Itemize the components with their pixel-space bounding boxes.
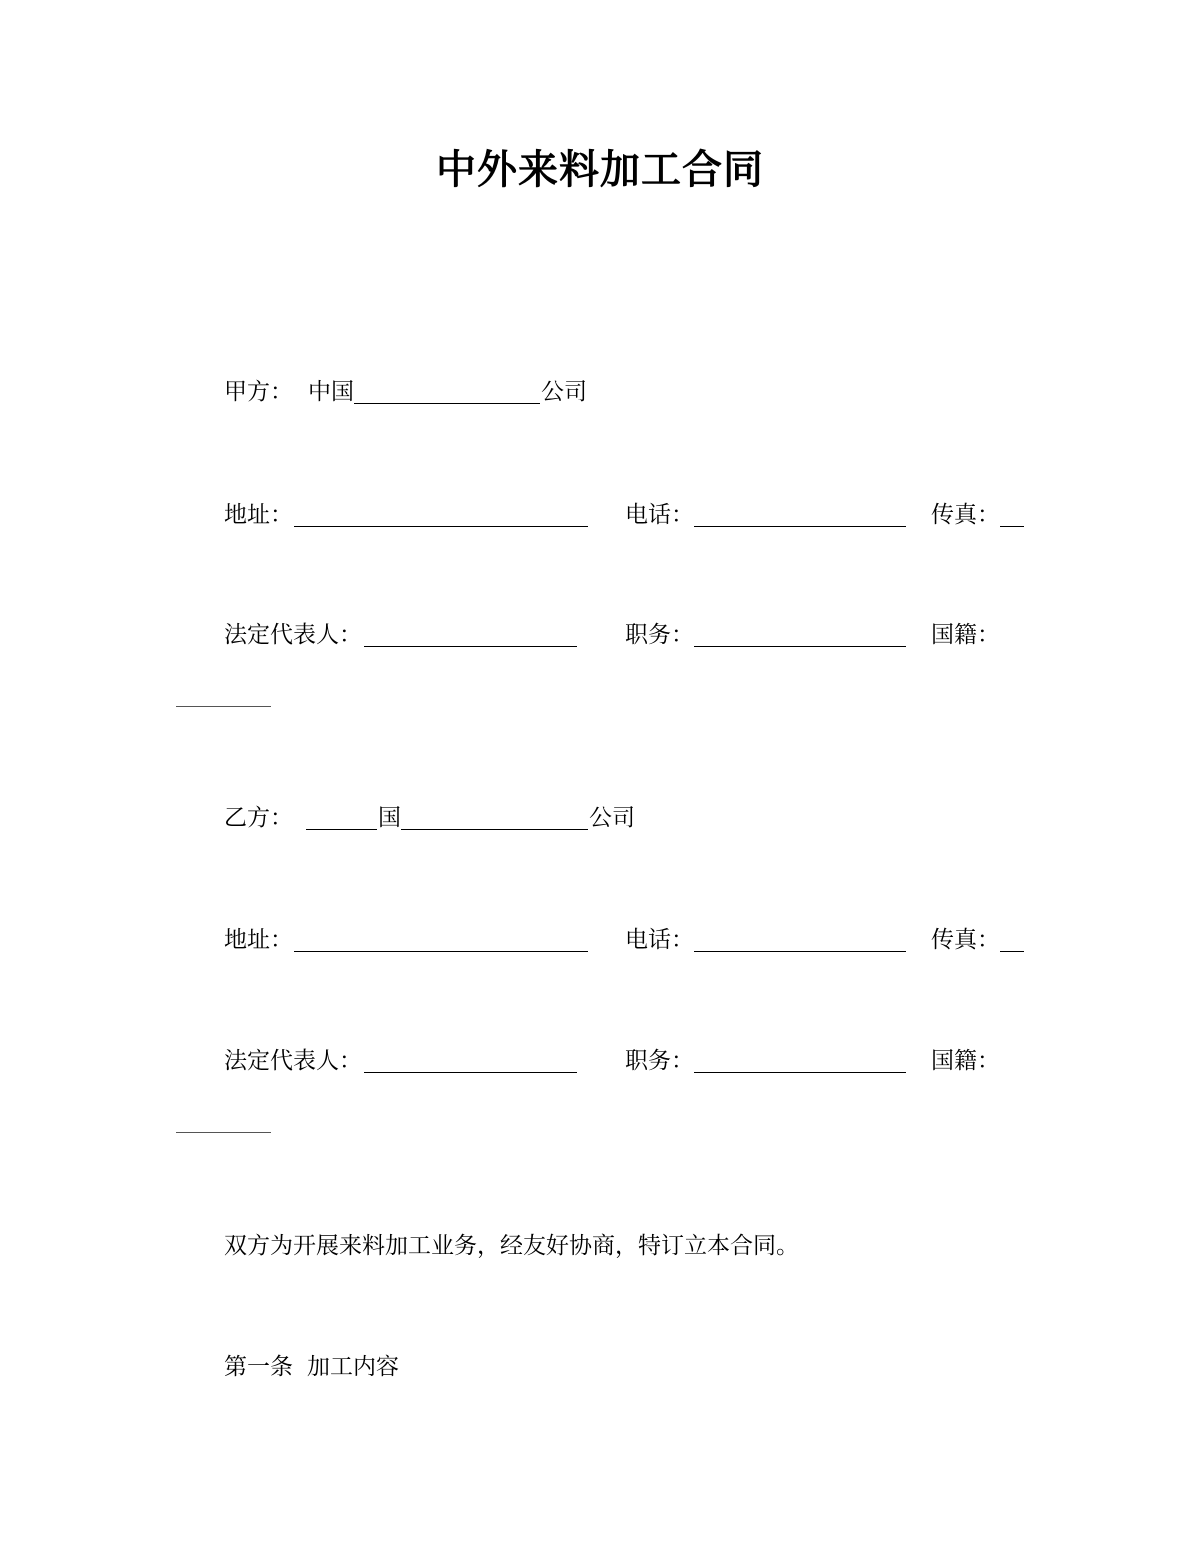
party-b-country-suffix: 国	[378, 805, 401, 831]
party-b-contact-line	[0, 920, 1200, 960]
article-1-heading	[0, 1347, 1200, 1387]
party-a-fax-label: 传真：	[931, 502, 1000, 528]
party-a-phone-blank[interactable]	[694, 526, 906, 527]
party-b-phone-label: 电话：	[625, 927, 694, 953]
party-a-label: 甲方：	[224, 379, 293, 405]
party-a-nationality-label: 国籍：	[931, 622, 1000, 648]
party-b-position-blank[interactable]	[694, 1072, 906, 1073]
party-b-fax-label: 传真：	[931, 927, 1000, 953]
party-b-suffix: 公司	[589, 805, 635, 831]
party-b-fax-blank[interactable]	[1000, 951, 1024, 952]
party-b-nationality-label: 国籍：	[931, 1048, 1000, 1074]
party-b-position-label: 职务：	[625, 1048, 694, 1074]
party-b-rep-line	[0, 1041, 1200, 1081]
party-b-rep-label: 法定代表人：	[224, 1048, 362, 1074]
party-a-fax-blank[interactable]	[1000, 526, 1024, 527]
party-a-rep-line	[0, 615, 1200, 655]
document-title: 中外来料加工合同	[436, 147, 764, 193]
party-b-label: 乙方：	[224, 805, 293, 831]
article-1-title: 加工内容	[307, 1354, 399, 1380]
article-1-number: 第一条	[224, 1354, 293, 1380]
party-b-nationality-blank[interactable]	[176, 1132, 271, 1133]
party-a-suffix: 公司	[541, 379, 587, 405]
party-b-company-blank[interactable]	[401, 829, 588, 830]
party-a-contact-line	[0, 495, 1200, 535]
party-a-position-label: 职务：	[625, 622, 694, 648]
party-a-rep-blank[interactable]	[364, 646, 577, 647]
party-a-rep-label: 法定代表人：	[224, 622, 362, 648]
party-a-phone-label: 电话：	[625, 502, 694, 528]
party-b-address-blank[interactable]	[294, 951, 588, 952]
party-a-company-blank[interactable]	[354, 403, 540, 404]
party-a-name-line	[0, 372, 1200, 412]
party-b-phone-blank[interactable]	[694, 951, 906, 952]
party-b-name-line	[0, 798, 1200, 838]
party-b-rep-blank[interactable]	[364, 1072, 577, 1073]
party-a-address-label: 地址：	[224, 502, 293, 528]
party-a-address-blank[interactable]	[294, 526, 588, 527]
party-b-address-label: 地址：	[224, 927, 293, 953]
party-b-country-blank[interactable]	[306, 829, 377, 830]
intro-text: 双方为开展来料加工业务，经友好协商，特订立本合同。	[224, 1233, 799, 1259]
intro-paragraph	[224, 1226, 1124, 1266]
party-a-position-blank[interactable]	[694, 646, 906, 647]
party-a-prefix: 中国	[308, 379, 354, 405]
party-a-nationality-blank[interactable]	[176, 706, 271, 707]
